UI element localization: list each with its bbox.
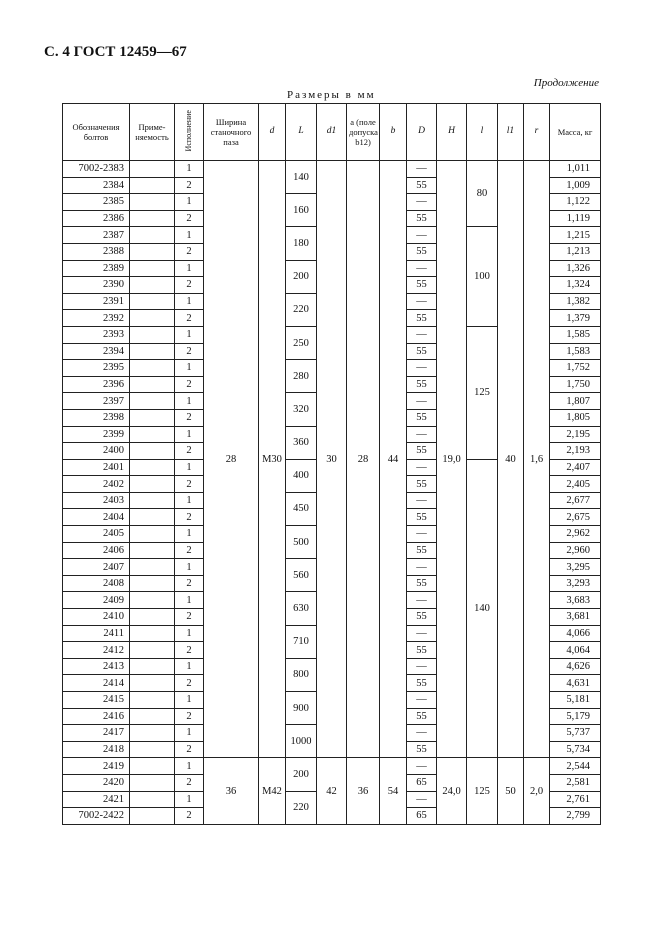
mass-cell: 2,405 <box>550 476 601 493</box>
l-cell: 125 <box>467 758 498 824</box>
D-cell: 55 <box>407 609 437 626</box>
designation-cell: 2419 <box>63 758 130 775</box>
mass-cell: 1,807 <box>550 393 601 410</box>
designation-cell: 2420 <box>63 774 130 791</box>
L-cell: 160 <box>286 194 317 227</box>
usage-cell <box>130 692 175 709</box>
variant-cell: 1 <box>175 692 204 709</box>
mass-cell: 1,752 <box>550 360 601 377</box>
col-header-designation: Обозначения болтов <box>63 104 130 161</box>
d-cell: М42 <box>259 758 286 824</box>
b-cell: 44 <box>380 161 407 758</box>
variant-cell: 1 <box>175 360 204 377</box>
col-header-usage: Применяемость <box>130 104 175 161</box>
D-cell: 55 <box>407 675 437 692</box>
mass-cell: 4,626 <box>550 658 601 675</box>
D-cell: 65 <box>407 774 437 791</box>
slot-width-cell: 36 <box>204 758 259 824</box>
L-cell: 630 <box>286 592 317 625</box>
L-cell: 1000 <box>286 725 317 758</box>
L-cell: 320 <box>286 393 317 426</box>
D-cell: — <box>407 426 437 443</box>
variant-cell: 1 <box>175 161 204 178</box>
D-cell: — <box>407 725 437 742</box>
usage-cell <box>130 609 175 626</box>
variant-cell: 1 <box>175 526 204 543</box>
designation-cell: 2390 <box>63 277 130 294</box>
usage-cell <box>130 492 175 509</box>
D-cell: 55 <box>407 310 437 327</box>
L-cell: 400 <box>286 459 317 492</box>
designation-cell: 2388 <box>63 243 130 260</box>
usage-cell <box>130 277 175 294</box>
usage-cell <box>130 426 175 443</box>
usage-cell <box>130 409 175 426</box>
D-cell: — <box>407 459 437 476</box>
designation-cell: 2415 <box>63 692 130 709</box>
d-cell: М30 <box>259 161 286 758</box>
usage-cell <box>130 260 175 277</box>
D-cell: 55 <box>407 642 437 659</box>
variant-cell: 1 <box>175 260 204 277</box>
designation-cell: 2399 <box>63 426 130 443</box>
col-header-H: H <box>437 104 467 161</box>
D-cell: — <box>407 360 437 377</box>
mass-cell: 1,585 <box>550 326 601 343</box>
usage-cell <box>130 791 175 808</box>
usage-cell <box>130 509 175 526</box>
designation-cell: 2384 <box>63 177 130 194</box>
L-cell: 800 <box>286 658 317 691</box>
variant-cell: 2 <box>175 774 204 791</box>
variant-cell: 1 <box>175 393 204 410</box>
usage-cell <box>130 708 175 725</box>
designation-cell: 2411 <box>63 625 130 642</box>
usage-cell <box>130 194 175 211</box>
designation-cell: 2421 <box>63 791 130 808</box>
D-cell: — <box>407 559 437 576</box>
d1-cell: 30 <box>317 161 347 758</box>
D-cell: — <box>407 592 437 609</box>
mass-cell: 2,960 <box>550 542 601 559</box>
designation-cell: 7002-2383 <box>63 161 130 178</box>
variant-cell: 2 <box>175 177 204 194</box>
mass-cell: 2,581 <box>550 774 601 791</box>
col-header-b: b <box>380 104 407 161</box>
b-cell: 54 <box>380 758 407 824</box>
mass-cell: 1,750 <box>550 376 601 393</box>
usage-cell <box>130 210 175 227</box>
col-header-D: D <box>407 104 437 161</box>
usage-cell <box>130 161 175 178</box>
D-cell: — <box>407 692 437 709</box>
mass-cell: 1,326 <box>550 260 601 277</box>
variant-cell: 2 <box>175 642 204 659</box>
variant-cell: 1 <box>175 559 204 576</box>
L-cell: 220 <box>286 791 317 824</box>
D-cell: 55 <box>407 343 437 360</box>
mass-cell: 3,295 <box>550 559 601 576</box>
variant-cell: 2 <box>175 310 204 327</box>
D-cell: 55 <box>407 708 437 725</box>
col-header-r: r <box>524 104 550 161</box>
bolt-dimensions-table <box>62 103 601 825</box>
D-cell: 65 <box>407 808 437 825</box>
variant-cell: 2 <box>175 808 204 825</box>
designation-cell: 2385 <box>63 194 130 211</box>
usage-cell <box>130 741 175 758</box>
mass-cell: 1,382 <box>550 293 601 310</box>
L-cell: 500 <box>286 526 317 559</box>
variant-cell: 1 <box>175 725 204 742</box>
mass-cell: 5,737 <box>550 725 601 742</box>
page-header: С. 4 ГОСТ 12459—67 <box>44 44 187 60</box>
col-header-d: d <box>259 104 286 161</box>
continuation-label: Продолжение <box>533 77 599 89</box>
designation-cell: 2409 <box>63 592 130 609</box>
L-cell: 220 <box>286 293 317 326</box>
designation-cell: 2395 <box>63 360 130 377</box>
l1-cell: 40 <box>498 161 524 758</box>
usage-cell <box>130 293 175 310</box>
variant-cell: 2 <box>175 443 204 460</box>
designation-cell: 2408 <box>63 575 130 592</box>
designation-cell: 2413 <box>63 658 130 675</box>
variant-cell: 2 <box>175 409 204 426</box>
L-cell: 360 <box>286 426 317 459</box>
designation-cell: 2386 <box>63 210 130 227</box>
designation-cell: 2394 <box>63 343 130 360</box>
usage-cell <box>130 675 175 692</box>
designation-cell: 2412 <box>63 642 130 659</box>
D-cell: — <box>407 194 437 211</box>
D-cell: — <box>407 758 437 775</box>
D-cell: — <box>407 526 437 543</box>
mass-cell: 2,193 <box>550 443 601 460</box>
r-cell: 1,6 <box>524 161 550 758</box>
variant-cell: 2 <box>175 675 204 692</box>
D-cell: 55 <box>407 210 437 227</box>
variant-cell: 2 <box>175 476 204 493</box>
mass-cell: 1,213 <box>550 243 601 260</box>
col-header-mass: Масса, кг <box>550 104 601 161</box>
D-cell: 55 <box>407 476 437 493</box>
variant-cell: 1 <box>175 625 204 642</box>
D-cell: — <box>407 227 437 244</box>
variant-cell: 2 <box>175 708 204 725</box>
designation-cell: 2396 <box>63 376 130 393</box>
mass-cell: 1,119 <box>550 210 601 227</box>
usage-cell <box>130 542 175 559</box>
D-cell: 55 <box>407 443 437 460</box>
D-cell: — <box>407 293 437 310</box>
variant-cell: 2 <box>175 509 204 526</box>
r-cell: 2,0 <box>524 758 550 824</box>
designation-cell: 2406 <box>63 542 130 559</box>
table-body <box>63 161 601 825</box>
l-cell: 125 <box>467 326 498 459</box>
mass-cell: 1,379 <box>550 310 601 327</box>
usage-cell <box>130 625 175 642</box>
D-cell: — <box>407 326 437 343</box>
designation-cell: 2405 <box>63 526 130 543</box>
designation-cell: 2400 <box>63 443 130 460</box>
D-cell: 55 <box>407 243 437 260</box>
col-header-l: l <box>467 104 498 161</box>
D-cell: — <box>407 393 437 410</box>
variant-cell: 1 <box>175 293 204 310</box>
designation-cell: 2404 <box>63 509 130 526</box>
table-row <box>63 758 601 775</box>
designation-cell: 2393 <box>63 326 130 343</box>
D-cell: — <box>407 161 437 178</box>
mass-cell: 4,631 <box>550 675 601 692</box>
usage-cell <box>130 758 175 775</box>
L-cell: 450 <box>286 492 317 525</box>
mass-cell: 2,544 <box>550 758 601 775</box>
D-cell: — <box>407 791 437 808</box>
usage-cell <box>130 343 175 360</box>
usage-cell <box>130 459 175 476</box>
usage-cell <box>130 774 175 791</box>
mass-cell: 2,761 <box>550 791 601 808</box>
designation-cell: 2389 <box>63 260 130 277</box>
mass-cell: 2,677 <box>550 492 601 509</box>
L-cell: 710 <box>286 625 317 658</box>
D-cell: — <box>407 492 437 509</box>
mass-cell: 5,181 <box>550 692 601 709</box>
col-header-L: L <box>286 104 317 161</box>
D-cell: — <box>407 625 437 642</box>
mass-cell: 1,324 <box>550 277 601 294</box>
variant-cell: 2 <box>175 376 204 393</box>
D-cell: 55 <box>407 741 437 758</box>
variant-cell: 2 <box>175 575 204 592</box>
designation-cell: 7002-2422 <box>63 808 130 825</box>
mass-cell: 5,734 <box>550 741 601 758</box>
designation-cell: 2391 <box>63 293 130 310</box>
slot-width-cell: 28 <box>204 161 259 758</box>
mass-cell: 3,293 <box>550 575 601 592</box>
usage-cell <box>130 443 175 460</box>
usage-cell <box>130 360 175 377</box>
dimensions-caption: Размеры в мм <box>287 89 376 101</box>
mass-cell: 1,122 <box>550 194 601 211</box>
usage-cell <box>130 575 175 592</box>
designation-cell: 2398 <box>63 409 130 426</box>
d1-cell: 42 <box>317 758 347 824</box>
usage-cell <box>130 808 175 825</box>
L-cell: 900 <box>286 692 317 725</box>
usage-cell <box>130 526 175 543</box>
usage-cell <box>130 658 175 675</box>
mass-cell: 1,009 <box>550 177 601 194</box>
H-cell: 24,0 <box>437 758 467 824</box>
designation-cell: 2403 <box>63 492 130 509</box>
table-row <box>63 161 601 178</box>
mass-cell: 3,683 <box>550 592 601 609</box>
D-cell: 55 <box>407 376 437 393</box>
usage-cell <box>130 476 175 493</box>
mass-cell: 1,583 <box>550 343 601 360</box>
variant-cell: 2 <box>175 343 204 360</box>
variant-cell: 1 <box>175 592 204 609</box>
designation-cell: 2387 <box>63 227 130 244</box>
l1-cell: 50 <box>498 758 524 824</box>
col-header-a: a (поле допуска b12) <box>347 104 380 161</box>
l-cell: 140 <box>467 459 498 758</box>
H-cell: 19,0 <box>437 161 467 758</box>
usage-cell <box>130 592 175 609</box>
mass-cell: 2,799 <box>550 808 601 825</box>
variant-cell: 2 <box>175 609 204 626</box>
a-cell: 36 <box>347 758 380 824</box>
usage-cell <box>130 177 175 194</box>
variant-cell: 1 <box>175 459 204 476</box>
mass-cell: 4,064 <box>550 642 601 659</box>
usage-cell <box>130 310 175 327</box>
D-cell: 55 <box>407 542 437 559</box>
designation-cell: 2414 <box>63 675 130 692</box>
mass-cell: 4,066 <box>550 625 601 642</box>
D-cell: 55 <box>407 177 437 194</box>
usage-cell <box>130 326 175 343</box>
L-cell: 250 <box>286 326 317 359</box>
a-cell: 28 <box>347 161 380 758</box>
variant-cell: 1 <box>175 758 204 775</box>
D-cell: 55 <box>407 277 437 294</box>
variant-cell: 1 <box>175 658 204 675</box>
D-cell: 55 <box>407 409 437 426</box>
variant-cell: 1 <box>175 791 204 808</box>
variant-cell: 2 <box>175 243 204 260</box>
variant-cell: 1 <box>175 194 204 211</box>
D-cell: 55 <box>407 575 437 592</box>
variant-cell: 2 <box>175 277 204 294</box>
designation-cell: 2417 <box>63 725 130 742</box>
mass-cell: 2,407 <box>550 459 601 476</box>
D-cell: — <box>407 260 437 277</box>
mass-cell: 5,179 <box>550 708 601 725</box>
l-cell: 100 <box>467 227 498 327</box>
L-cell: 140 <box>286 161 317 194</box>
mass-cell: 2,962 <box>550 526 601 543</box>
designation-cell: 2402 <box>63 476 130 493</box>
col-header-slot-width: Ширина станочного паза <box>204 104 259 161</box>
mass-cell: 3,681 <box>550 609 601 626</box>
L-cell: 280 <box>286 360 317 393</box>
variant-cell: 1 <box>175 426 204 443</box>
usage-cell <box>130 227 175 244</box>
designation-cell: 2418 <box>63 741 130 758</box>
designation-cell: 2397 <box>63 393 130 410</box>
variant-cell: 2 <box>175 542 204 559</box>
mass-cell: 2,195 <box>550 426 601 443</box>
mass-cell: 1,011 <box>550 161 601 178</box>
designation-cell: 2410 <box>63 609 130 626</box>
mass-cell: 2,675 <box>550 509 601 526</box>
usage-cell <box>130 393 175 410</box>
L-cell: 560 <box>286 559 317 592</box>
designation-cell: 2416 <box>63 708 130 725</box>
usage-cell <box>130 642 175 659</box>
designation-cell: 2401 <box>63 459 130 476</box>
usage-cell <box>130 559 175 576</box>
variant-cell: 2 <box>175 210 204 227</box>
col-header-l1: l1 <box>498 104 524 161</box>
col-header-d1: d1 <box>317 104 347 161</box>
usage-cell <box>130 376 175 393</box>
mass-cell: 1,215 <box>550 227 601 244</box>
col-header-variant: Исполнение <box>175 104 204 161</box>
D-cell: — <box>407 658 437 675</box>
l-cell: 80 <box>467 161 498 227</box>
L-cell: 200 <box>286 758 317 791</box>
L-cell: 200 <box>286 260 317 293</box>
mass-cell: 1,805 <box>550 409 601 426</box>
designation-cell: 2392 <box>63 310 130 327</box>
designation-cell: 2407 <box>63 559 130 576</box>
usage-cell <box>130 243 175 260</box>
variant-cell: 1 <box>175 492 204 509</box>
usage-cell <box>130 725 175 742</box>
D-cell: 55 <box>407 509 437 526</box>
variant-cell: 2 <box>175 741 204 758</box>
variant-cell: 1 <box>175 326 204 343</box>
variant-cell: 1 <box>175 227 204 244</box>
L-cell: 180 <box>286 227 317 260</box>
